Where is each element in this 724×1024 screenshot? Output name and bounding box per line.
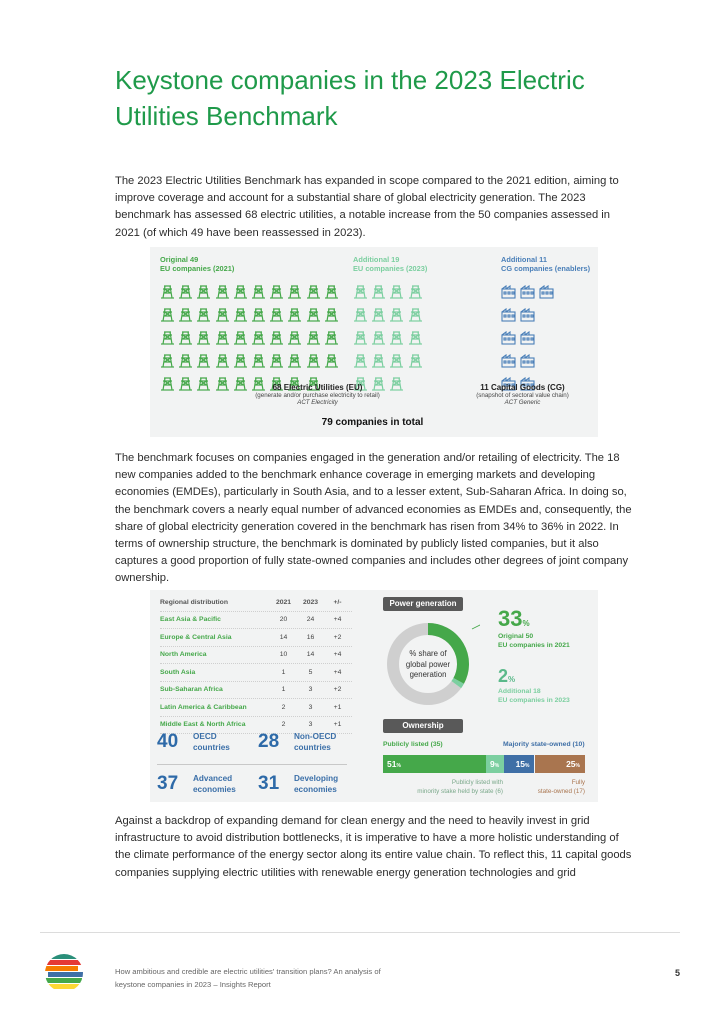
pylon-icon [371,354,386,373]
ownership-segment [486,755,504,773]
header-2021: 2021 [275,598,292,606]
original-share-line2: EU companies in 2021 [498,642,570,649]
donut-center-line3: generation [409,670,447,679]
segment-pct: % [525,763,530,769]
table-row [160,647,352,665]
region-cell: East Asia & Pacific [160,616,221,624]
donut-center-line1: % share of [409,649,447,658]
header-change: +/- [333,598,342,606]
segment-value: 9 [490,759,495,769]
pylon-icon [287,308,302,327]
factory-icon [520,285,535,304]
region-cell: Europe & Central Asia [160,633,232,641]
pylon-icon [306,354,321,373]
pylon-icon [306,285,321,304]
table-row [160,699,352,717]
value-cell: +1 [333,703,342,711]
original-share-line1: Original 50 [498,633,534,640]
pylon-icon [324,331,339,350]
value-cell: 3 [308,721,313,729]
eu-caption [205,383,430,406]
stat-oecd [157,731,230,753]
pylon-icon [408,331,423,350]
pylon-icon [353,331,368,350]
value-cell: 1 [281,686,286,694]
factory-icon [501,331,516,350]
factory-icon [501,308,516,327]
table-row [160,682,352,700]
pylon-icon [324,285,339,304]
group-cg-line2: CG companies (enablers) [501,264,591,273]
pylon-icon [215,285,230,304]
additional-share-line1: Additional 18 [498,688,541,695]
pylon-icon [269,354,284,373]
page-title: Keystone companies in the 2023 Electric Utilities Benchmark [115,65,585,131]
cg-caption-title: 11 Capital Goods (CG) [480,383,565,392]
regional-table [160,594,352,734]
additional-share-pct: % [508,675,516,684]
value-cell: 5 [308,668,313,676]
pylon-icon [371,308,386,327]
pylon-icon [389,354,404,373]
empty-slot [539,354,554,368]
empty-slot [539,331,554,345]
additional-share-value: 2 [498,666,509,686]
pylon-icon [287,354,302,373]
additional-utilities-icons [353,285,423,396]
eu-caption-act: ACT Electricity [297,399,338,406]
factory-icon [539,285,554,304]
stat-developing-number: 31 [258,773,280,794]
pylon-icon [353,308,368,327]
pylon-icon [196,354,211,373]
fully-state-line1: Fully [571,779,585,786]
stat-non-oecd-number: 28 [258,731,280,752]
stat-non-oecd [258,731,336,753]
footer-line2: keystone companies in 2023 – Insights Report [115,979,271,989]
stat-oecd-label [193,731,230,753]
pylon-icon [160,331,175,350]
stat-developing-line2: economies [294,785,337,794]
pylon-icon [251,285,266,304]
cg-caption-act: ACT Generic [504,399,541,406]
value-cell: 16 [306,633,315,641]
cg-caption-sub: (snapshot of sectoral value chain) [476,392,569,399]
ownership-segment [383,755,486,773]
pylon-icon [324,308,339,327]
value-cell: 2 [281,721,286,729]
pylon-icon [306,331,321,350]
pylon-icon [178,377,193,396]
table-row [160,629,352,647]
group-original-label [160,255,234,273]
ownership-segment [504,755,534,773]
stat-developing [258,773,338,795]
table-body [160,612,352,735]
cg-caption [455,383,590,406]
value-cell: +2 [333,686,342,694]
pylon-icon [408,285,423,304]
intro-paragraph: The 2023 Electric Utilities Benchmark has expanded in scope compared to the 2021 edition, aiming to improve coverage and account for a substantial share of global electricity generation. The 2023 benchmark has assessed 68 electric utilities, a notable increase from the 50 companies assessed in 2021 (of which 49 have been reassessed in 2023). [115,175,619,239]
factory-icon [520,354,535,373]
pylon-icon [178,331,193,350]
additional-share-line2: EU companies in 2023 [498,697,570,704]
footer-text [115,966,435,991]
pylon-icon [251,331,266,350]
pylon-icon [324,354,339,373]
table-row [160,612,352,630]
region-cell: South Asia [160,668,196,676]
value-cell: 14 [279,633,288,641]
logo-icon [44,953,84,993]
pylon-icon [196,285,211,304]
footer-line1: How ambitious and credible are electric utilities' transition plans? An analysis of [115,967,381,976]
eu-caption-sub: (generate and/or purchase electricity to retail) [255,392,380,399]
ownership-pill: Ownership [383,719,463,733]
pylon-icon [251,308,266,327]
power-generation-pill: Power generation [383,597,463,611]
minority-stake-line2: minority stake held by state (6) [417,788,503,795]
value-cell: 3 [308,703,313,711]
group-additional-line1: Additional 19 [353,255,400,264]
pylon-icon [160,308,175,327]
minority-stake-line1: Publicly listed with [451,779,503,786]
pylon-icon [371,331,386,350]
factory-icon [501,354,516,373]
factory-icon [520,331,535,350]
eu-caption-title: 68 Electric Utilities (EU) [272,383,363,392]
pylon-icon [233,331,248,350]
pylon-icon [215,331,230,350]
minority-stake-note [395,778,503,796]
publicly-listed-label: Publicly listed (35) [383,741,443,748]
pylon-icon [306,308,321,327]
stat-oecd-line2: countries [193,743,230,752]
segment-value: 15 [515,759,526,769]
segment-pct: % [494,763,500,769]
total-companies: 79 companies in total [321,417,424,428]
group-additional-line2: EU companies (2023) [353,264,428,273]
pylon-icon [233,354,248,373]
value-cell: +4 [333,616,342,624]
header-region: Regional distribution [160,598,228,606]
pylon-icon [408,308,423,327]
pylon-icon [178,354,193,373]
group-original-line1: Original 49 [160,255,199,264]
pylon-icon [408,354,423,373]
factory-icon [501,285,516,304]
value-cell: +4 [333,651,342,659]
stat-non-oecd-line1: Non-OECD [294,732,337,741]
pylon-icon [160,377,175,396]
pylon-icon [389,331,404,350]
pylon-icon [215,354,230,373]
factory-icon [520,308,535,327]
pylon-icon [353,354,368,373]
additional-share-callout [498,666,570,705]
original-utilities-icons [160,285,339,396]
value-cell: 1 [281,668,286,676]
ownership-segment [535,755,586,773]
stat-advanced-line2: economies [193,785,236,794]
value-cell: +1 [333,721,342,729]
pylon-icon [196,331,211,350]
header-2023: 2023 [302,598,319,606]
pylon-icon [160,354,175,373]
pylon-icon [233,285,248,304]
stat-divider [157,764,347,765]
empty-slot [539,308,554,322]
capital-goods-icons [501,285,554,396]
donut-center-line2: global power [405,659,451,669]
group-cg-label [501,255,590,273]
value-cell: +2 [333,633,342,641]
pylon-icon [215,308,230,327]
segment-value: 25 [566,759,576,769]
pylon-icon [389,308,404,327]
original-share-callout [498,606,570,650]
group-cg-line1: Additional 11 [501,255,547,264]
donut-additional-share [456,681,458,685]
stat-advanced-line1: Advanced [193,774,233,783]
stat-non-oecd-line2: countries [294,743,331,752]
region-cell: Sub-Saharan Africa [160,686,223,694]
pylon-icon [269,331,284,350]
table-row [160,664,352,682]
value-cell: 14 [306,651,315,659]
pylon-icon [287,331,302,350]
stat-oecd-number: 40 [157,731,179,752]
donut-leader-line [472,617,480,629]
majority-state-label: Majority state-owned (10) [503,741,585,748]
donut-center-label [398,649,458,681]
stat-developing-line1: Developing [294,774,339,783]
pylon-icon [269,285,284,304]
stat-developing-label [294,773,338,795]
segment-pct: % [575,763,580,769]
segment-value: 51 [387,759,397,769]
pylon-icon [389,285,404,304]
fully-state-line2: state-owned (17) [537,788,585,795]
value-cell: 20 [279,616,288,624]
value-chain-paragraph: Against a backdrop of expanding demand for clean energy and the need to heavily invest in grid infrastructure to avoid distribution bottlenecks, it is imperative to have a more holistic understanding of the climate performance of the energy sector along its entire value chain. To reflect this, 11 capital goods companies supplying electric utilities with renewable energy generation technologies and grid [115,815,632,879]
pylon-icon [196,308,211,327]
stat-oecd-line1: OECD [193,732,217,741]
region-cell: Latin America & Caribbean [160,703,247,711]
fully-state-note [520,778,585,796]
region-cell: North America [160,651,207,659]
original-share-value: 33 [498,606,523,631]
pylon-icon [178,308,193,327]
value-cell: 24 [306,616,315,624]
stat-advanced [157,773,236,795]
pylon-icon [160,285,175,304]
value-cell: 10 [279,651,288,659]
group-additional-label [353,255,427,273]
value-cell: 2 [281,703,286,711]
benchmark-paragraph: The benchmark focuses on companies engaged in the generation and/or retailing of electricity. The 18 new companies added to the benchmark enhance coverage in emerging markets and developing economies (EMDEs), particularly in South Asia, and to a lesser extent, Sub-Saharan Africa. In doing so, the benchmark covers a nearly equal number of advanced economies as EMDEs and, consequently, the share of global electricity generation covered in the benchmark has risen from 34% to 36% in 2022. In terms of ownership structure, the benchmark is dominated by publicly listed companies, but it also captures a good proportion of fully state-owned companies and includes other degrees of joint company ownership. [115,452,632,585]
original-share-pct: % [522,619,530,628]
pylon-icon [178,285,193,304]
stat-non-oecd-label [294,731,336,753]
region-cell: Middle East & North Africa [160,721,246,729]
value-cell: 3 [308,686,313,694]
pylon-icon [287,285,302,304]
page-number: 5 [675,968,681,978]
stat-advanced-number: 37 [157,773,179,794]
pylon-icon [353,285,368,304]
segment-pct: % [396,763,401,769]
pylon-icon [371,285,386,304]
table-header [160,594,352,612]
value-cell: +4 [333,668,342,676]
group-original-line2: EU companies (2021) [160,264,235,273]
stat-advanced-label [193,773,236,795]
footer-divider [40,932,680,933]
pylon-icon [269,308,284,327]
pylon-icon [251,354,266,373]
pylon-icon [233,308,248,327]
